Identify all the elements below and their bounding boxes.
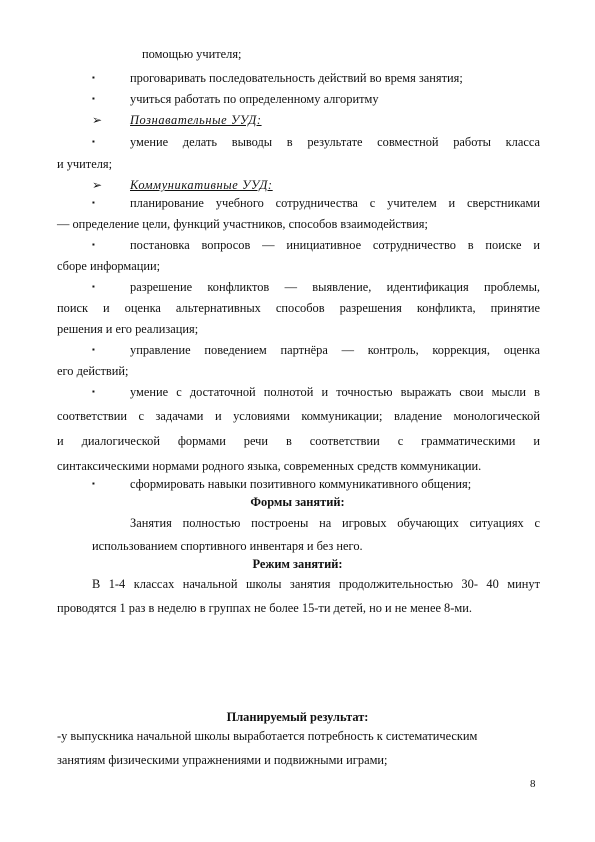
text-line: и учителя; xyxy=(57,157,113,171)
text-line: поиск и оценка альтернативных способов разрешения конфликта, принятие xyxy=(57,301,540,315)
text-line: умение с достаточной полнотой и точностью выражать свои мысли в xyxy=(130,385,540,399)
text-line: соответствии с задачами и условиями коммуникации; владение монологической xyxy=(57,409,540,423)
heading-schedule: Режим занятий: xyxy=(252,557,343,571)
text-line: помощью учителя; xyxy=(142,47,242,61)
text-line: учиться работать по определенному алгоритму xyxy=(130,92,379,106)
square-bullet-icon: ▪ xyxy=(92,345,95,354)
text-line: его действий; xyxy=(57,364,129,378)
text-line: умение делать выводы в результате совместной работы класса xyxy=(130,135,540,149)
heading-planned-result: Планируемый результат: xyxy=(226,710,369,724)
square-bullet-icon: ▪ xyxy=(92,240,95,249)
square-bullet-icon: ▪ xyxy=(92,282,95,291)
text-line: -у выпускника начальной школы выработается потребность к систематическим xyxy=(57,729,478,743)
text-line: В 1-4 классах начальной школы занятия продолжительностью 30- 40 минут xyxy=(92,577,540,591)
text-line: управление поведением партнёра — контроль, коррекция, оценка xyxy=(130,343,540,357)
text-line: и диалогической формами речи в соответствии с грамматическими и xyxy=(57,434,540,448)
square-bullet-icon: ▪ xyxy=(92,479,95,488)
text-line: Занятия полностью построены на игровых обучающих ситуациях с xyxy=(130,516,540,530)
arrow-bullet-icon: ➢ xyxy=(92,178,103,192)
text-line: — определение цели, функций участников, способов взаимодействия; xyxy=(57,217,428,231)
square-bullet-icon: ▪ xyxy=(92,94,95,103)
square-bullet-icon: ▪ xyxy=(92,73,95,82)
square-bullet-icon: ▪ xyxy=(92,387,95,396)
text-line: использованием спортивного инвентаря и без него. xyxy=(92,539,363,553)
text-line: проговаривать последовательность действий во время занятия; xyxy=(130,71,463,85)
text-line: занятиям физическими упражнениями и подвижными играми; xyxy=(57,753,388,767)
text-line: планирование учебного сотрудничества с учителем и сверстниками xyxy=(130,196,540,210)
square-bullet-icon: ▪ xyxy=(92,198,95,207)
text-line: проводятся 1 раз в неделю в группах не более 15-ти детей, но и не менее 8-ми. xyxy=(57,601,472,615)
text-line: решения и его реализация; xyxy=(57,322,199,336)
text-line: постановка вопросов — инициативное сотрудничество в поиске и xyxy=(130,238,540,252)
text-line: сборе информации; xyxy=(57,259,161,273)
heading-forms: Формы занятий: xyxy=(250,495,345,509)
text-line: сформировать навыки позитивного коммуникативного общения; xyxy=(130,477,472,491)
page-number: 8 xyxy=(530,778,536,790)
text-line: синтаксическими нормами родного языка, современных средств коммуникации. xyxy=(57,459,482,473)
square-bullet-icon: ▪ xyxy=(92,137,95,146)
section-heading-communicative: Коммуникативные УУД: xyxy=(130,178,273,192)
text-line: разрешение конфликтов — выявление, идентификация проблемы, xyxy=(130,280,540,294)
arrow-bullet-icon: ➢ xyxy=(92,113,103,127)
section-heading-cognitive: Познавательные УУД: xyxy=(130,113,262,127)
